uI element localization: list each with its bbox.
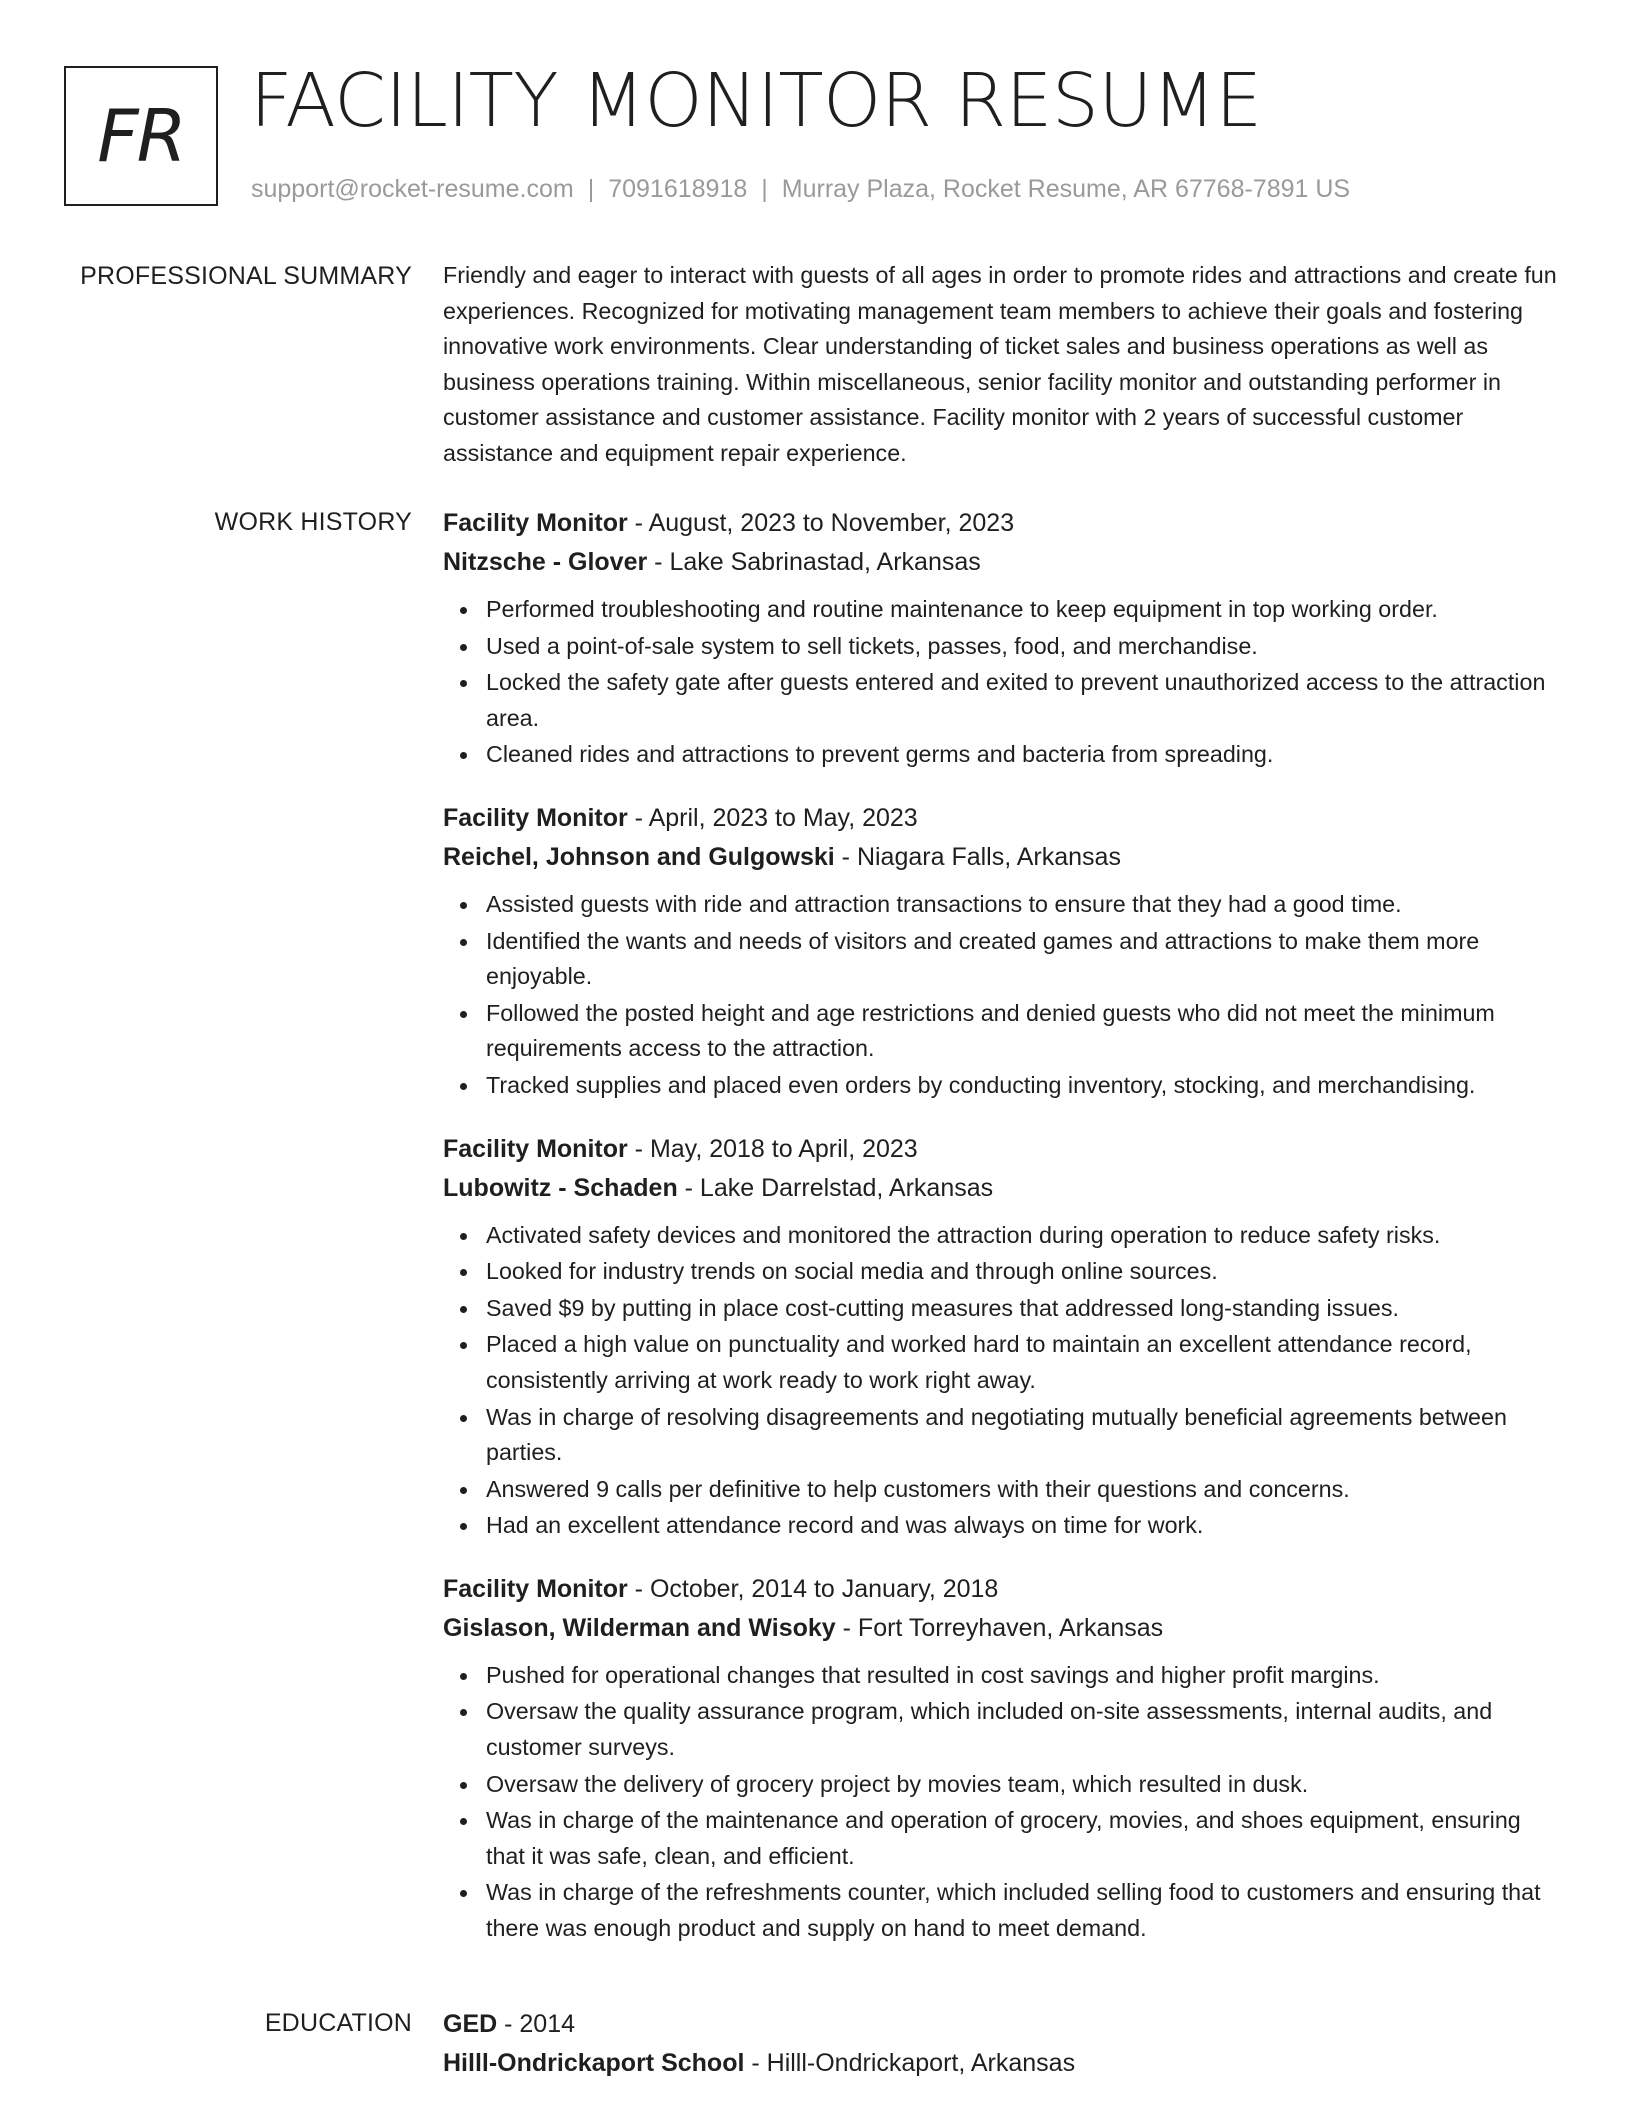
job-title-line <box>443 504 1558 543</box>
section-label-summary: PROFESSIONAL SUMMARY <box>80 262 412 290</box>
contact-address: Murray Plaza, Rocket Resume, AR 67768-7891 US <box>781 175 1351 203</box>
job-bullet: Identified the wants and needs of visitors and created games and attractions to make them more enjoyable. <box>486 924 1558 995</box>
education-school: Hilll-Ondrickaport School <box>443 2049 745 2077</box>
job-location: - Lake Darrelstad, Arkansas <box>677 1173 994 1202</box>
job-company: Gislason, Wilderman and Wisoky <box>443 1613 836 1642</box>
summary-text: Friendly and eager to interact with guests of all ages in order to promote rides and attractions and create fun experiences. Recognized for motivating management team members to achieve their goals and fostering innovative work environments. Clear understanding of ticket sales and business operations as well as business operations training. Within miscellaneous, senior facility monitor and outstanding performer in customer assistance and customer assistance. Facility monitor with 2 years of successful customer assistance and equipment repair experience. <box>443 262 1557 466</box>
job-bullet: Answered 9 calls per definitive to help customers with their questions and concerns. <box>486 1472 1558 1508</box>
job-dates: - August, 2023 to November, 2023 <box>627 509 1015 537</box>
summary-body <box>443 258 1558 472</box>
job-bullet: Looked for industry trends on social media and through online sources. <box>486 1254 1558 1290</box>
education-body <box>443 2005 1558 2083</box>
job-bullet: Had an excellent attendance record and was always on time for work. <box>486 1508 1558 1544</box>
education-year: - 2014 <box>497 2010 576 2038</box>
job-title-line <box>443 799 1558 838</box>
job-bullet: Locked the safety gate after guests entered and exited to prevent unauthorized access to the attraction area. <box>486 665 1558 736</box>
monogram-initials: FR <box>97 94 185 178</box>
job-bullet: Oversaw the delivery of grocery project by movies team, which resulted in dusk. <box>486 1767 1558 1803</box>
job-company-line <box>443 1609 1558 1648</box>
job-bullets <box>443 1658 1558 1947</box>
job-bullet: Followed the posted height and age restrictions and denied guests who did not meet the minimum requirements access to the attraction. <box>486 996 1558 1067</box>
job-entry <box>443 1570 1558 1947</box>
job-bullet: Was in charge of the refreshments counter, which included selling food to customers and ensuring that there was enough product and supply on hand to meet demand. <box>486 1875 1558 1946</box>
education-degree-line <box>443 2005 1558 2044</box>
job-company: Lubowitz - Schaden <box>443 1173 678 1202</box>
work-history-body <box>443 504 1558 1973</box>
section-label-work-history: WORK HISTORY <box>214 508 412 536</box>
job-title: Facility Monitor <box>443 509 628 537</box>
job-dates: - May, 2018 to April, 2023 <box>627 1134 918 1163</box>
job-dates: - October, 2014 to January, 2018 <box>627 1574 999 1603</box>
job-bullet: Activated safety devices and monitored the attraction during operation to reduce safety risks. <box>486 1218 1558 1254</box>
job-location: - Niagara Falls, Arkansas <box>834 842 1121 871</box>
job-title: Facility Monitor <box>443 803 628 832</box>
job-bullet: Performed troubleshooting and routine maintenance to keep equipment in top working order. <box>486 592 1558 628</box>
contact-phone: 7091618918 <box>608 175 748 203</box>
job-bullet: Used a point-of-sale system to sell tickets, passes, food, and merchandise. <box>486 629 1558 665</box>
job-title: Facility Monitor <box>443 1574 628 1603</box>
job-entry <box>443 504 1558 773</box>
job-bullet: Was in charge of the maintenance and operation of grocery, movies, and shoes equipment, ensuring that it was safe, clean, and efficient. <box>486 1803 1558 1874</box>
job-company: Nitzsche - Glover <box>443 548 648 576</box>
job-bullet: Was in charge of resolving disagreements and negotiating mutually beneficial agreements between parties. <box>486 1400 1558 1471</box>
contact-separator: | <box>761 175 768 203</box>
job-bullet: Tracked supplies and placed even orders by conducting inventory, stocking, and merchandising. <box>486 1068 1558 1104</box>
job-bullet: Cleaned rides and attractions to prevent germs and bacteria from spreading. <box>486 737 1558 773</box>
job-bullets <box>443 592 1558 773</box>
job-company-line <box>443 543 1558 582</box>
job-location: - Lake Sabrinastad, Arkansas <box>647 548 981 576</box>
job-bullet: Pushed for operational changes that resulted in cost savings and higher profit margins. <box>486 1658 1558 1694</box>
job-title: Facility Monitor <box>443 1134 628 1163</box>
contact-separator: | <box>587 175 595 203</box>
job-title-line <box>443 1130 1558 1169</box>
job-title-line <box>443 1570 1558 1609</box>
resume-title: FACILITY MONITOR RESUME <box>250 58 1262 144</box>
monogram-badge <box>64 66 218 206</box>
job-dates: - April, 2023 to May, 2023 <box>627 803 918 832</box>
contact-email: support@rocket-resume.com <box>251 175 574 203</box>
job-bullet: Saved $9 by putting in place cost-cutting measures that addressed long-standing issues. <box>486 1291 1558 1327</box>
job-bullets <box>443 1218 1558 1544</box>
job-bullet: Placed a high value on punctuality and worked hard to maintain an excellent attendance record, consistently arriving at work ready to work right away. <box>486 1327 1558 1398</box>
job-bullet: Assisted guests with ride and attraction transactions to ensure that they had a good time. <box>486 887 1558 923</box>
job-company: Reichel, Johnson and Gulgowski <box>443 842 835 871</box>
education-school-line <box>443 2044 1558 2083</box>
education-location: - Hilll-Ondrickaport, Arkansas <box>744 2049 1076 2077</box>
education-degree: GED <box>443 2010 498 2038</box>
job-company-line <box>443 838 1558 877</box>
job-company-line <box>443 1169 1558 1208</box>
job-bullets <box>443 887 1558 1104</box>
job-bullet: Oversaw the quality assurance program, which included on-site assessments, internal audits, and customer surveys. <box>486 1694 1558 1765</box>
section-label-education: EDUCATION <box>264 2009 412 2037</box>
job-location: - Fort Torreyhaven, Arkansas <box>835 1613 1164 1642</box>
contact-line <box>251 174 1350 204</box>
job-entry <box>443 1130 1558 1544</box>
job-entry <box>443 799 1558 1104</box>
